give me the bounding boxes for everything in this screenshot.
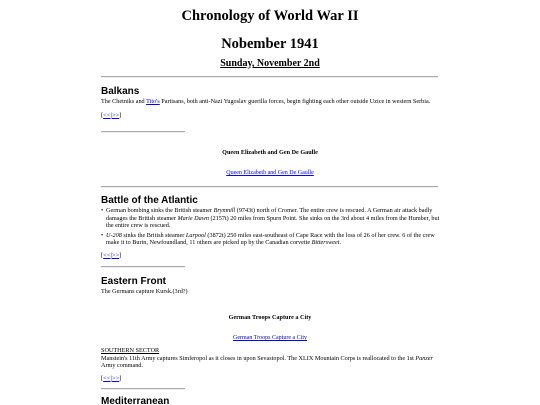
divider-short	[101, 131, 185, 133]
b1-text-c: (2157t) 20 miles from Spurn Point. She sinks on the 3rd about 4 miles from the Humber, but the entire crew is rescued.	[106, 214, 440, 230]
b2-text-c: .	[339, 239, 342, 247]
prev-day-link[interactable]: <<	[103, 251, 111, 259]
section-atlantic	[101, 195, 441, 260]
nav-sep: |	[110, 251, 112, 259]
next-day-link[interactable]: >>	[111, 111, 120, 119]
date-heading: Sunday, November 2nd	[220, 58, 320, 69]
next-day-link[interactable]: >>	[111, 374, 120, 382]
section-southern	[101, 347, 441, 382]
southern-text	[101, 355, 441, 370]
ship-name: Brynmill	[213, 207, 236, 214]
ship-name: Marie Dawn	[177, 214, 209, 222]
month-title: Nobember 1941	[221, 36, 319, 52]
divider	[101, 186, 438, 188]
section-heading-balkans: Balkans	[101, 86, 140, 97]
section-balkans	[101, 86, 441, 119]
eastern-text: The Germans capture Kursk.(3rd?)	[101, 288, 188, 295]
nav-sep: |	[110, 111, 112, 119]
section-heading-mediterranean: Mediterranean	[101, 396, 170, 405]
nav-close: ]	[119, 374, 122, 382]
nav-open: [	[101, 251, 104, 259]
ship-name: Larpool	[185, 231, 206, 239]
b1-text-a: German bombing sinks the British steamer	[106, 207, 214, 214]
photo-caption-1: Queen Elizabeth and Gen De Gaulle	[222, 149, 318, 156]
prev-day-link[interactable]: <<	[103, 111, 111, 119]
b1-text-b: (9743t) north of Cromer. The entire crew is rescued. A German air attack badly damages the British steamer	[106, 207, 433, 222]
balkans-text	[101, 98, 441, 106]
balkans-text-b: Partisans, both anti-Nazi Yugoslav guerilla forces, begin fighting each other outside Uzice in western Serbia.	[159, 98, 431, 105]
ship-name: Bittersweet	[311, 239, 340, 247]
sector-label: SOUTHERN SECTOR	[101, 347, 160, 354]
photo-alt-1[interactable]: Queen Elizabeth and Gen De Gaulle	[226, 170, 314, 176]
southern-text-b: Army command.	[101, 362, 143, 370]
section-heading-eastern: Eastern Front	[101, 276, 167, 287]
section-heading-atlantic: Battle of the Atlantic	[101, 195, 198, 206]
photo-alt-2[interactable]: German Troops Capture a City	[233, 335, 307, 341]
b2-text-b: (3872t) 250 miles east-southeast of Cape Race with the loss of 26 of her crew. 6 of the crew make it to Burin, Newfoundland, 11 others are picked up by the Canadian corvette	[106, 231, 435, 247]
balkans-text-a: The Chetniks and	[101, 98, 147, 105]
nav-open: [	[101, 374, 104, 382]
nav-links	[101, 375, 441, 383]
prev-day-link[interactable]: <<	[103, 374, 111, 382]
divider	[101, 76, 438, 78]
photo-image-2[interactable]	[0, 335, 540, 341]
photo-caption-2: German Troops Capture a City	[228, 314, 312, 321]
section-mediterranean	[101, 396, 441, 405]
nav-close: ]	[119, 111, 122, 119]
page-title: Chronology of World War II	[181, 8, 359, 24]
photo-image-1[interactable]	[0, 170, 540, 176]
list-item	[101, 207, 441, 230]
divider-short	[101, 388, 185, 390]
divider-short	[101, 266, 185, 268]
list-item	[101, 232, 441, 247]
nav-close: ]	[119, 251, 122, 259]
nav-links	[101, 112, 441, 120]
nav-sep: |	[110, 374, 112, 382]
next-day-link[interactable]: >>	[111, 251, 120, 259]
section-eastern	[101, 276, 441, 296]
b2-text-a: sinks the British steamer	[121, 231, 186, 239]
tito-link[interactable]: Tito's	[146, 98, 160, 105]
panzer-word: Panzer	[415, 354, 433, 362]
uboat-name: U-208	[106, 231, 122, 239]
nav-open: [	[101, 111, 104, 119]
southern-text-a: Manstein's 11th Army captures Simferopol as it closes in upon Sevastopol. The XLIX Mountain Corps is reallocated to the 1st	[101, 354, 416, 362]
nav-links	[101, 252, 441, 260]
